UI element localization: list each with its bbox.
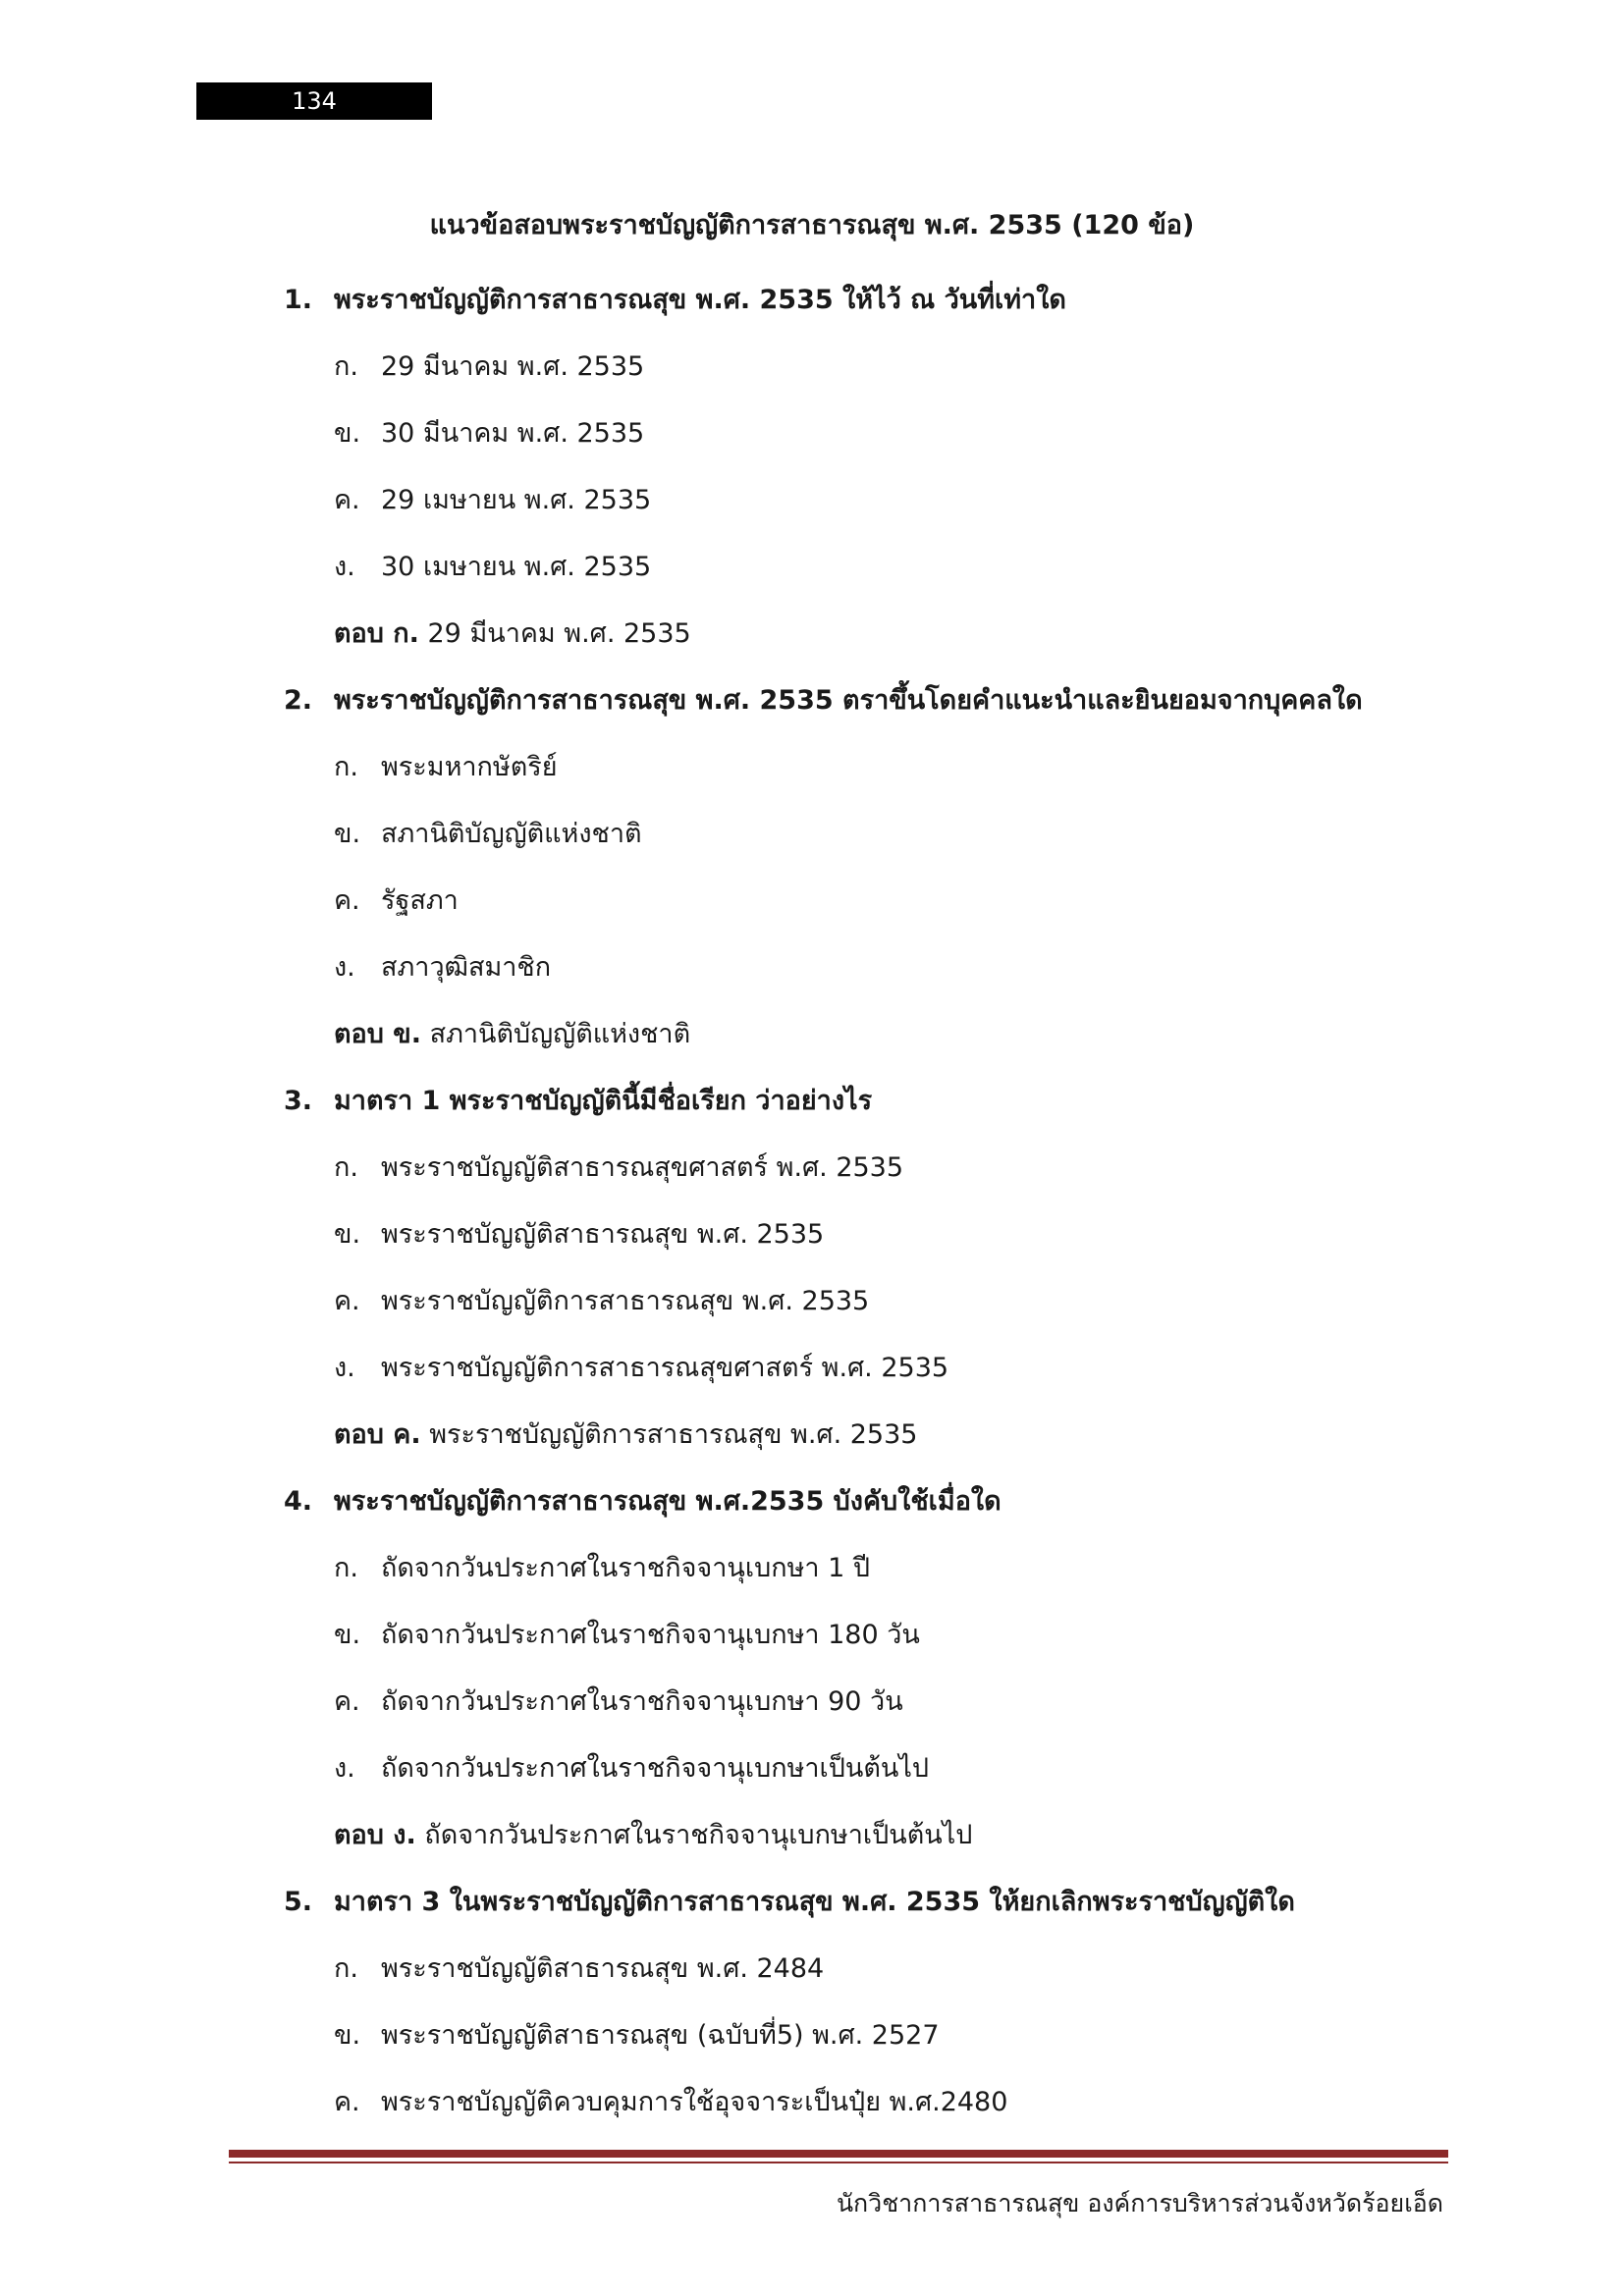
- footer-divider: [229, 2150, 1448, 2158]
- question-number: 4.: [284, 1486, 313, 1517]
- choice-text: 30 มีนาคม พ.ศ. 2535: [381, 418, 645, 449]
- document-title: แนวข้อสอบพระราชบัญญัติการสาธารณสุข พ.ศ. 2535 (120 ข้อ): [429, 210, 1195, 240]
- choice-letter: ก.: [334, 351, 358, 382]
- choice-letter: ก.: [334, 1953, 358, 1984]
- answer-text: สภานิติบัญญัติแห่งชาติ: [429, 1019, 691, 1049]
- choice-text: สภาวุฒิสมาชิก: [381, 952, 552, 983]
- question-4: [0, 1468, 1624, 1535]
- choice-text: พระราชบัญญัติการสาธารณสุขศาสตร์ พ.ศ. 2535: [381, 1353, 949, 1383]
- question-text: มาตรา 1 พระราชบัญญัตินี้มีชื่อเรียก ว่าอย่างไร: [334, 1086, 873, 1116]
- choice-text: 30 เมษายน พ.ศ. 2535: [381, 552, 652, 582]
- question-3: [0, 1068, 1624, 1135]
- choice-3-b: [0, 1201, 1624, 1268]
- answer-label: ตอบ ค.: [334, 1419, 421, 1450]
- choice-letter: ข.: [334, 418, 361, 449]
- choice-3-c: [0, 1268, 1624, 1335]
- choice-text: พระมหากษัตริย์: [381, 752, 558, 782]
- choice-letter: ง.: [334, 1753, 355, 1784]
- choice-1-c: [0, 467, 1624, 534]
- answer-text: ถัดจากวันประกาศในราชกิจจานุเบกษาเป็นต้นไป: [424, 1820, 973, 1850]
- choice-text: 29 มีนาคม พ.ศ. 2535: [381, 351, 645, 382]
- choice-text: ถัดจากวันประกาศในราชกิจจานุเบกษา 90 วัน: [381, 1686, 903, 1717]
- question-text: พระราชบัญญัติการสาธารณสุข พ.ศ. 2535 ตราขึ้นโดยคำแนะนำและยินยอมจากบุคคลใด: [334, 685, 1363, 716]
- choice-letter: ง.: [334, 952, 355, 983]
- choice-text: สภานิติบัญญัติแห่งชาติ: [381, 819, 642, 849]
- choice-3-d: [0, 1335, 1624, 1402]
- page-number: 134: [196, 82, 432, 120]
- question-number: 5.: [284, 1887, 313, 1917]
- choice-2-d: [0, 934, 1624, 1001]
- choice-letter: ข.: [334, 2020, 361, 2051]
- answer-4: [0, 1802, 1624, 1869]
- choice-text: ถัดจากวันประกาศในราชกิจจานุเบกษา 180 วัน: [381, 1620, 920, 1650]
- answer-2: [0, 1001, 1624, 1068]
- question-number: 3.: [284, 1086, 313, 1116]
- question-number: 1.: [284, 285, 313, 315]
- question-number: 2.: [284, 685, 313, 716]
- choice-letter: ข.: [334, 819, 361, 849]
- question-5: [0, 1869, 1624, 1936]
- answer-label: ตอบ ก.: [334, 618, 419, 649]
- choice-text: รัฐสภา: [381, 885, 459, 916]
- choice-5-b: [0, 2002, 1624, 2069]
- choice-text: พระราชบัญญัติสาธารณสุข (ฉบับที่5) พ.ศ. 2527: [381, 2020, 940, 2051]
- choice-letter: ข.: [334, 1219, 361, 1250]
- choice-text: พระราชบัญญัติการสาธารณสุข พ.ศ. 2535: [381, 1286, 870, 1316]
- question-1: [0, 267, 1624, 334]
- answer-label: ตอบ ง.: [334, 1820, 416, 1850]
- footer-text: นักวิชาการสาธารณสุข องค์การบริหารส่วนจังหวัดร้อยเอ็ด: [836, 2189, 1443, 2217]
- choice-1-a: [0, 334, 1624, 400]
- question-text: พระราชบัญญัติการสาธารณสุข พ.ศ.2535 บังคับใช้เมื่อใด: [334, 1486, 1001, 1517]
- choice-2-c: [0, 868, 1624, 934]
- answer-3: [0, 1402, 1624, 1468]
- choice-letter: ก.: [334, 752, 358, 782]
- choice-letter: ก.: [334, 1553, 358, 1583]
- choice-letter: ค.: [334, 2087, 360, 2117]
- choice-letter: ค.: [334, 485, 360, 515]
- choice-text: พระราชบัญญัติควบคุมการใช้อุจจาระเป็นปุ๋ย พ.ศ.2480: [381, 2087, 1008, 2117]
- answer-1: [0, 601, 1624, 667]
- choice-5-a: [0, 1936, 1624, 2002]
- choice-letter: ข.: [334, 1620, 361, 1650]
- choice-text: พระราชบัญญัติสาธารณสุขศาสตร์ พ.ศ. 2535: [381, 1152, 904, 1183]
- choice-2-a: [0, 734, 1624, 801]
- choice-text: พระราชบัญญัติสาธารณสุข พ.ศ. 2484: [381, 1953, 825, 1984]
- answer-text: 29 มีนาคม พ.ศ. 2535: [427, 618, 691, 649]
- choice-1-d: [0, 534, 1624, 601]
- choice-text: 29 เมษายน พ.ศ. 2535: [381, 485, 652, 515]
- answer-label: ตอบ ข.: [334, 1019, 422, 1049]
- question-2: [0, 667, 1624, 734]
- question-text: พระราชบัญญัติการสาธารณสุข พ.ศ. 2535 ให้ไว้ ณ วันที่เท่าใด: [334, 285, 1066, 315]
- choice-2-b: [0, 801, 1624, 868]
- question-list: [0, 267, 1624, 2136]
- choice-text: ถัดจากวันประกาศในราชกิจจานุเบกษาเป็นต้นไป: [381, 1753, 930, 1784]
- choice-5-c: [0, 2069, 1624, 2136]
- answer-text: พระราชบัญญัติการสาธารณสุข พ.ศ. 2535: [429, 1419, 918, 1450]
- choice-text: ถัดจากวันประกาศในราชกิจจานุเบกษา 1 ปี: [381, 1553, 871, 1583]
- choice-letter: ง.: [334, 552, 355, 582]
- choice-letter: ก.: [334, 1152, 358, 1183]
- choice-4-b: [0, 1602, 1624, 1669]
- choice-letter: ค.: [334, 1286, 360, 1316]
- choice-4-a: [0, 1535, 1624, 1602]
- choice-4-c: [0, 1669, 1624, 1735]
- footer-divider-thin: [229, 2162, 1448, 2163]
- choice-letter: ค.: [334, 885, 360, 916]
- choice-letter: ค.: [334, 1686, 360, 1717]
- choice-3-a: [0, 1135, 1624, 1201]
- choice-text: พระราชบัญญัติสาธารณสุข พ.ศ. 2535: [381, 1219, 825, 1250]
- choice-1-b: [0, 400, 1624, 467]
- question-text: มาตรา 3 ในพระราชบัญญัติการสาธารณสุข พ.ศ. 2535 ให้ยกเลิกพระราชบัญญัติใด: [334, 1887, 1295, 1917]
- choice-letter: ง.: [334, 1353, 355, 1383]
- choice-4-d: [0, 1735, 1624, 1802]
